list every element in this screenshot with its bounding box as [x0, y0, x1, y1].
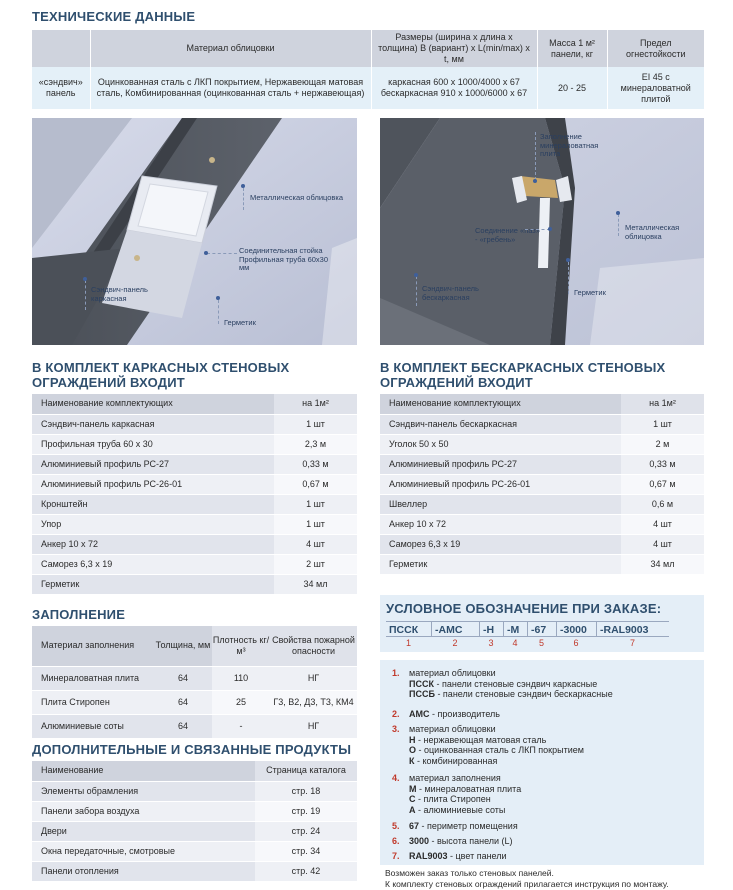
legend-number: 3. [392, 724, 400, 734]
fill-cell: 64 [154, 714, 212, 738]
related-item-name: Панели забора воздуха [32, 801, 255, 821]
fill-cell: Плита Стиропен [32, 690, 154, 714]
kit-item-value: 0,33 м [274, 454, 357, 474]
kit-item-name: Швеллер [380, 494, 621, 514]
kit-frame-title-line2: ОГРАЖДЕНИЙ ВХОДИТ [32, 375, 185, 390]
order-code-part: -М [503, 622, 527, 636]
order-code-part: -3000 [556, 622, 596, 636]
table-row [32, 534, 357, 554]
fill-header-fire: Свойства пожарной опасности [270, 626, 357, 666]
kit-item-name: Упор [32, 514, 274, 534]
related-item-name: Двери [32, 821, 255, 841]
fill-cell: 64 [154, 666, 212, 690]
kit-item-name: Алюминиевый профиль РС-26-01 [380, 474, 621, 494]
legend-item-7 [392, 851, 507, 862]
table-row [32, 494, 357, 514]
leader-post [207, 253, 237, 254]
legend-key: RAL9003 [409, 851, 448, 861]
table-row [380, 454, 704, 474]
legend-text: - нержавеющая матовая сталь [415, 734, 547, 745]
legend-text: - плита Стиропен [415, 794, 491, 804]
legend-key: К [409, 755, 415, 766]
callout-frameless-panel: Сэндвич-панель бескаркасная [422, 284, 479, 302]
related-header-name: Наименование [32, 761, 255, 781]
legend-key: 67 [409, 821, 420, 831]
kit-item-name: Профильная труба 60 х 30 [32, 434, 274, 454]
legend-key: ПССК [409, 678, 434, 689]
table-row [380, 514, 704, 534]
leader-sealant-2 [568, 262, 569, 294]
kit-frameless-title [380, 360, 665, 390]
callout-sealant-2: Герметик [574, 288, 606, 297]
legend-item-2 [392, 709, 500, 720]
legend-key: Н [409, 734, 416, 745]
kit-item-name: Анкер 10 х 72 [32, 534, 274, 554]
kit-frameless-header-name: Наименование комплектующих [380, 394, 621, 414]
table-row [380, 554, 704, 574]
kit-item-name: Сэндвич-панель бескаркасная [380, 414, 621, 434]
callout-frame-panel: Сэндвич-панель каркасная [91, 285, 148, 303]
kit-frameless-table [380, 394, 704, 575]
leader-cladding-1 [243, 188, 244, 210]
kit-frame-header-value: на 1м² [274, 394, 357, 414]
related-item-page: стр. 18 [255, 781, 357, 801]
legend-number: 1. [392, 668, 400, 678]
kit-item-value: 1 шт [274, 414, 357, 434]
order-code-part: ПССК [389, 624, 419, 636]
kit-frame-title [32, 360, 289, 390]
kit-frame-title-line1: В КОМПЛЕКТ КАРКАСНЫХ СТЕНОВЫХ [32, 360, 290, 375]
callout-connecting-post: Соединительная стойка Профильная труба 60х30 мм [239, 246, 329, 272]
table-row [32, 434, 357, 454]
callout-metal-cladding-2: Металлическая облицовка [625, 223, 680, 241]
kit-item-value: 2 м [621, 434, 704, 454]
marker-cladding-1 [241, 184, 245, 188]
related-item-page: стр. 42 [255, 861, 357, 881]
fill-cell: 64 [154, 690, 212, 714]
order-code-number: 5 [538, 638, 544, 648]
table-row [32, 821, 357, 841]
order-code-number: 2 [452, 638, 458, 648]
kit-item-value: 0,67 м [274, 474, 357, 494]
kit-item-name: Герметик [380, 554, 621, 574]
kit-item-name: Саморез 6,3 х 19 [380, 534, 621, 554]
fill-cell: НГ [270, 714, 357, 738]
leader-joint [525, 229, 550, 230]
order-code-number: 1 [405, 638, 411, 648]
kit-item-value: 0,6 м [621, 494, 704, 514]
kit-item-value: 1 шт [621, 414, 704, 434]
kit-item-value: 4 шт [274, 534, 357, 554]
fill-cell: Алюминиевые соты [32, 714, 154, 738]
marker-joint [548, 227, 552, 231]
legend-text: - высота панели (L) [429, 836, 513, 846]
table-row [380, 414, 704, 434]
kit-item-value: 1 шт [274, 494, 357, 514]
order-code-part: -67 [527, 622, 556, 636]
kit-item-name: Алюминиевый профиль РС-27 [32, 454, 274, 474]
callout-sealant-1: Герметик [224, 318, 256, 327]
legend-key: А [409, 804, 416, 815]
leader-fill [535, 132, 536, 180]
kit-frame-table [32, 394, 357, 595]
kit-item-name: Герметик [32, 574, 274, 594]
legend-text: - минераловатная плита [416, 783, 522, 794]
tech-title: ТЕХНИЧЕСКИЕ ДАННЫЕ [32, 9, 196, 24]
legend-number: 6. [392, 836, 400, 846]
tech-row-mass: 20 - 25 [537, 67, 607, 109]
table-row [380, 494, 704, 514]
kit-item-value: 4 шт [621, 514, 704, 534]
tech-row-sizes: каркасная 600 х 1000/4000 х 67 бескаркасная 910 х 1000/6000 х 67 [371, 67, 537, 109]
fill-header-thickness: Толщина, мм [154, 626, 212, 666]
order-code-part: -Н [479, 622, 503, 636]
legend-text: - панели стеновые сэндвич бескаркасные [434, 689, 613, 699]
kit-item-value: 2,3 м [274, 434, 357, 454]
fill-cell: Минераловатная плита [32, 666, 154, 690]
legend-number: 7. [392, 851, 400, 861]
table-row [32, 666, 357, 690]
order-code-number: 6 [573, 638, 579, 648]
callout-metal-cladding-1: Металлическая облицовка [250, 193, 343, 202]
fill-cell: 25 [212, 690, 270, 714]
kit-frameless-title-line1: В КОМПЛЕКТ БЕСКАРКАСНЫХ СТЕНОВЫХ [380, 360, 666, 375]
related-item-page: стр. 24 [255, 821, 357, 841]
kit-frameless-title-line2: ОГРАЖДЕНИЙ ВХОДИТ [380, 375, 533, 390]
kit-item-value: 2 шт [274, 554, 357, 574]
legend-item-5 [392, 821, 518, 832]
tech-table [32, 30, 704, 109]
tech-header-material: Материал облицовки [90, 30, 371, 67]
callout-mineral-fill: Заполнение минераловатная плита [540, 132, 599, 158]
fill-title: ЗАПОЛНЕНИЕ [32, 607, 126, 622]
legend-item-4 [392, 773, 521, 815]
related-item-page: стр. 34 [255, 841, 357, 861]
related-item-name: Окна передаточные, смотровые [32, 841, 255, 861]
tech-row-fire: EI 45 с минераловатной плитой [607, 67, 704, 109]
marker-sealant-1 [216, 296, 220, 300]
legend-key: С [409, 794, 416, 804]
order-note-2: К комплекту стеновых ограждений прилагается инструкция по монтажу. [385, 879, 669, 889]
legend-text: - алюминиевые соты [415, 804, 506, 815]
fill-cell: Г3, В2, Д3, Т3, КМ4 [270, 690, 357, 714]
tech-header-sizes: Размеры (ширина х длина х толщина) В (вариант) х L(min/max) х t, мм [371, 30, 537, 67]
kit-item-name: Уголок 50 х 50 [380, 434, 621, 454]
order-code-number: 4 [512, 638, 518, 648]
legend-number: 4. [392, 773, 400, 783]
tech-row-name: «сэндвич» панель [32, 67, 90, 109]
kit-item-name: Кронштейн [32, 494, 274, 514]
legend-text: - производитель [429, 709, 500, 719]
legend-text: материал облицовки [409, 724, 496, 734]
order-code-part: -RAL9003 [596, 622, 669, 636]
related-item-page: стр. 19 [255, 801, 357, 821]
legend-text: материал заполнения [409, 773, 501, 783]
fill-cell: - [212, 714, 270, 738]
related-header-page: Страница каталога [255, 761, 357, 781]
marker-cladding-2 [616, 211, 620, 215]
fill-table [32, 626, 357, 739]
legend-key: М [409, 783, 417, 794]
frame-panel-photo [32, 118, 357, 345]
fill-header-material: Материал заполнения [32, 626, 154, 666]
table-row [32, 841, 357, 861]
table-row [32, 514, 357, 534]
kit-item-name: Сэндвич-панель каркасная [32, 414, 274, 434]
marker-post [204, 251, 208, 255]
table-row [32, 574, 357, 594]
related-table [32, 761, 357, 882]
legend-key: О [409, 745, 417, 755]
table-row [32, 414, 357, 434]
legend-text: материал облицовки [409, 668, 496, 678]
table-row [380, 474, 704, 494]
kit-item-value: 34 мл [274, 574, 357, 594]
kit-item-name: Алюминиевый профиль РС-26-01 [32, 474, 274, 494]
order-note-1: Возможен заказ только стеновых панелей. [385, 868, 554, 878]
marker-sealant-2 [566, 258, 570, 262]
leader-sealant-1 [218, 300, 219, 324]
table-row [32, 801, 357, 821]
tech-header-mass: Масса 1 м² панели, кг [537, 30, 607, 67]
order-code-part: -АМС [431, 622, 479, 636]
table-row [32, 781, 357, 801]
legend-text: - оцинкованная сталь с ЛКП покрытием [416, 745, 584, 755]
table-row [32, 690, 357, 714]
table-row [32, 714, 357, 738]
kit-item-value: 4 шт [621, 534, 704, 554]
table-row [32, 454, 357, 474]
legend-key: АМС [409, 709, 430, 719]
tech-row-material: Оцинкованная сталь с ЛКП покрытием, Нержавеющая матовая сталь, Комбинированная (оцинкованная сталь + нержавеющая) [90, 67, 371, 109]
fill-header-density: Плотность кг/м³ [212, 626, 270, 666]
legend-text: - комбинированная [414, 755, 498, 766]
marker-frame-panel [83, 277, 87, 281]
legend-item-1 [392, 668, 613, 700]
kit-item-name: Саморез 6,3 х 19 [32, 554, 274, 574]
legend-key: 3000 [409, 836, 430, 846]
legend-text: - периметр помещения [419, 821, 518, 831]
kit-item-value: 0,33 м [621, 454, 704, 474]
table-row [380, 434, 704, 454]
legend-text: - панели стеновые сэндвич каркасные [433, 678, 598, 689]
table-row [32, 554, 357, 574]
leader-cladding-2 [618, 214, 619, 236]
order-code-number: 3 [488, 638, 494, 648]
fill-cell: 110 [212, 666, 270, 690]
kit-item-name: Алюминиевый профиль РС-27 [380, 454, 621, 474]
kit-item-value: 1 шт [274, 514, 357, 534]
leader-frameless-panel [416, 276, 417, 306]
kit-item-value: 0,67 м [621, 474, 704, 494]
marker-frameless-panel [414, 273, 418, 277]
kit-frame-header-name: Наименование комплектующих [32, 394, 274, 414]
legend-number: 5. [392, 821, 400, 831]
kit-item-name: Анкер 10 х 72 [380, 514, 621, 534]
legend-key: ПССБ [409, 689, 435, 699]
order-title: УСЛОВНОЕ ОБОЗНАЧЕНИЕ ПРИ ЗАКАЗЕ: [386, 601, 662, 616]
related-title: ДОПОЛНИТЕЛЬНЫЕ И СВЯЗАННЫЕ ПРОДУКТЫ [32, 742, 352, 757]
legend-text: - цвет панели [447, 851, 507, 861]
leader-frame-panel [85, 280, 86, 310]
tech-header-fire: Предел огнестойкости [607, 30, 704, 67]
order-code [386, 621, 669, 637]
legend-number: 2. [392, 709, 400, 719]
related-item-name: Элементы обрамления [32, 781, 255, 801]
legend-item-6 [392, 836, 513, 847]
related-item-name: Панели отопления [32, 861, 255, 881]
legend-item-3 [392, 724, 584, 766]
table-row [380, 534, 704, 554]
fill-cell: НГ [270, 666, 357, 690]
table-row [32, 474, 357, 494]
callout-tongue-groove: Соединение «паз» - «гребень» [475, 226, 540, 244]
marker-fill [533, 179, 537, 183]
kit-item-value: 34 мл [621, 554, 704, 574]
frame-panel-illustration [32, 118, 357, 345]
order-code-number: 7 [629, 638, 635, 648]
kit-frameless-header-value: на 1м² [621, 394, 704, 414]
table-row [32, 861, 357, 881]
